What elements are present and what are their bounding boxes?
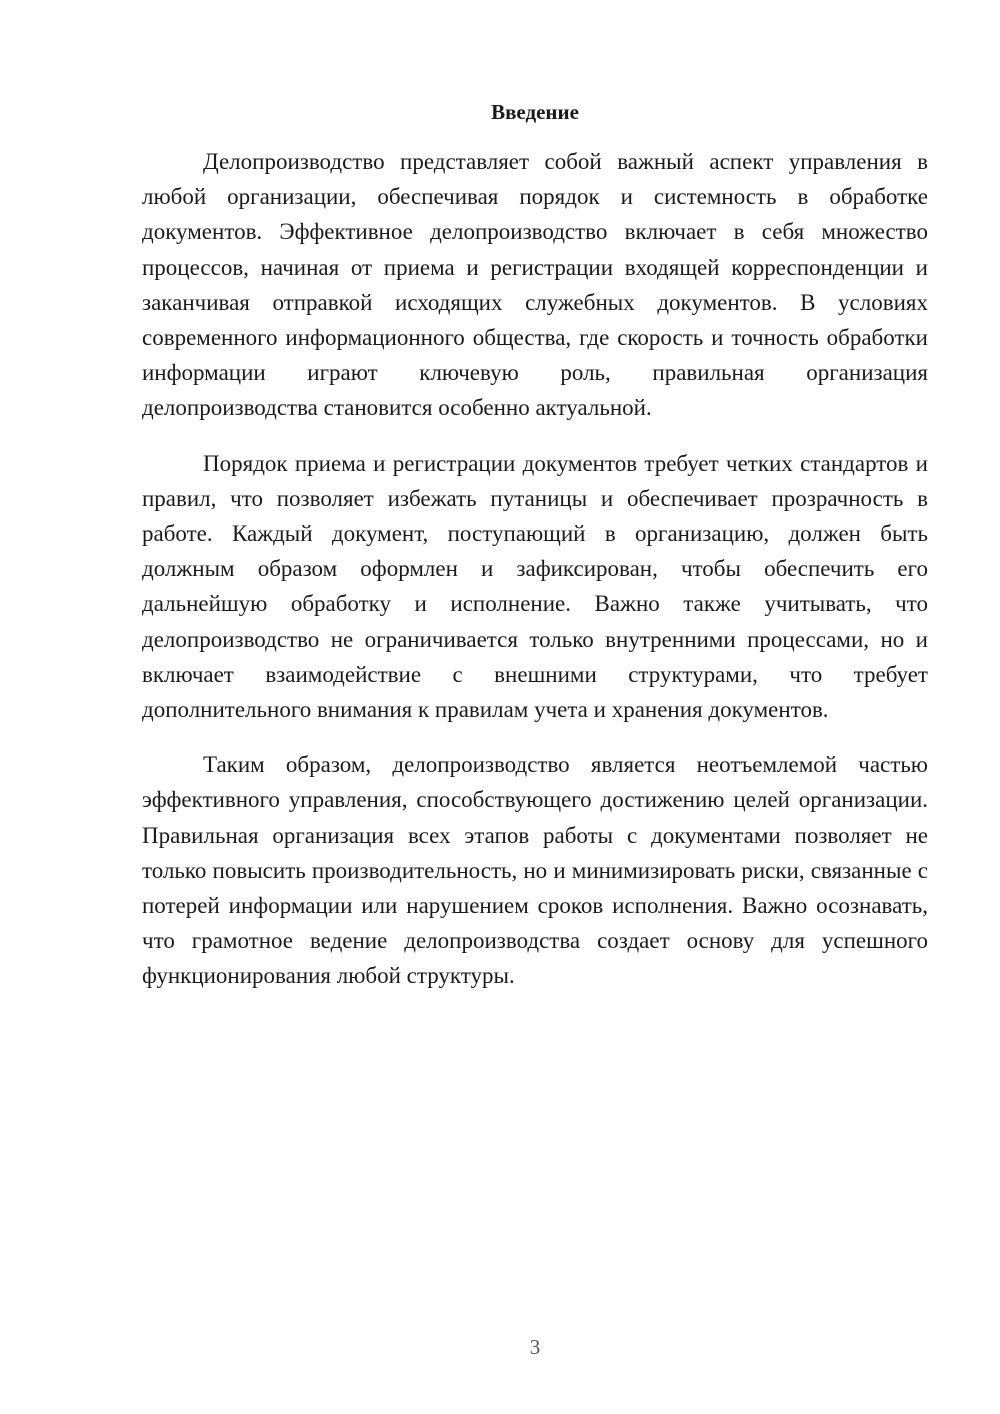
paragraph-3: Таким образом, делопроизводство является неотъемлемой частью эффективного управления, способствующего достижению целей организации. Правильная организация всех этапов работы с документами позволяет не только повысить производительность, но и минимизировать риски, связанные с потерей информации или нарушением сроков исполнения. Важно осознавать, что грамотное ведение делопроизводства создает основу для успешного функционирования любой структуры. <box>142 752 928 989</box>
paragraph-2: Порядок приема и регистрации документов требует четких стандартов и правил, что позволяет избежать путаницы и обеспечивает прозрачность в работе. Каждый документ, поступающий в организацию, должен быть должным образом оформлен и зафиксирован, чтобы обеспечить его дальнейшую обработку и исполнение. Важно также учитывать, что делопроизводство не ограничивается только внутренними процессами, но и включает взаимодействие с внешними структурами, что требует дополнительного внимания к правилам учета и хранения документов. <box>142 450 928 723</box>
paragraph-1: Делопроизводство представляет собой важный аспект управления в любой организации, обеспечивая порядок и системность в обработке документов. Эффективное делопроизводство включает в себя множество процессов, начиная от приема и регистрации входящей корреспонденции и заканчивая отправкой исходящих служебных документов. В условиях современного информационного общества, где скорость и точность обработки информации играют ключевую роль, правильная организация делопроизводства становится особенно актуальной. <box>142 149 928 421</box>
page-number: 3 <box>529 1335 541 1359</box>
body-text <box>142 144 928 1014</box>
section-heading: Введение <box>491 100 579 124</box>
